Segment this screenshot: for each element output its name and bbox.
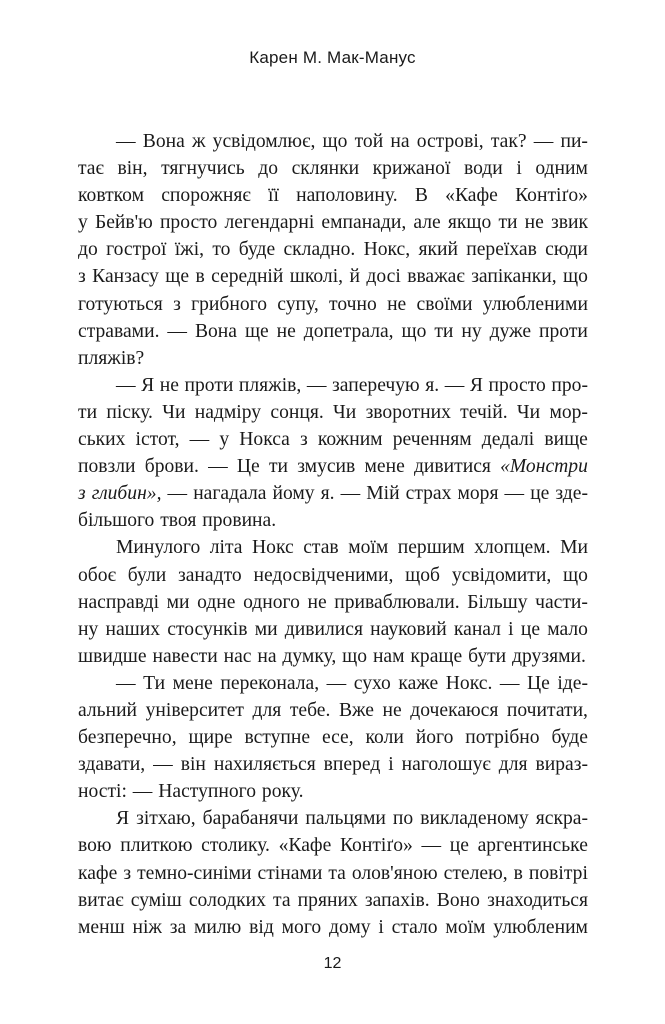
word: пи- <box>560 131 588 152</box>
word: з <box>123 862 132 884</box>
word: щоб <box>405 564 441 586</box>
word: його <box>415 727 454 749</box>
word: на <box>257 645 277 667</box>
word: це <box>520 618 541 640</box>
word: запахів. <box>364 889 430 911</box>
word: що <box>322 131 348 152</box>
word: стравами. <box>78 320 160 342</box>
word: Чи <box>333 401 357 423</box>
word: літа <box>209 537 243 559</box>
word: — <box>153 754 173 776</box>
word: дочекаюся <box>410 699 499 721</box>
word: стінами <box>257 862 323 884</box>
text-line <box>78 832 588 859</box>
word: дому <box>328 916 371 938</box>
word: Вже <box>338 699 374 721</box>
word: — <box>116 672 136 694</box>
word: стелею, <box>443 862 508 884</box>
word: просто <box>488 374 546 396</box>
word: йому <box>272 483 315 505</box>
word: досі <box>366 266 401 288</box>
word: до <box>78 239 98 261</box>
word: зітхаю, <box>136 808 196 830</box>
word: Я <box>116 808 130 830</box>
word: проти <box>539 320 588 342</box>
text-line <box>78 643 588 670</box>
word: дивитися <box>413 456 491 478</box>
word: «Монстри <box>500 456 588 478</box>
word: ти <box>434 320 454 342</box>
text-line <box>78 453 588 480</box>
word: тягнучись <box>161 158 245 180</box>
word: плиткою <box>120 835 193 857</box>
text-line <box>78 480 588 507</box>
word: готуються <box>78 293 163 315</box>
word: став <box>303 537 339 559</box>
word: але <box>413 212 441 234</box>
word: недосвідченими, <box>253 564 394 586</box>
word: якщо <box>447 212 492 234</box>
word: наших <box>105 618 161 640</box>
word: «Кафе <box>445 185 498 207</box>
word: Це <box>526 672 550 694</box>
word: не <box>387 293 407 315</box>
word: ще <box>244 320 269 342</box>
word: до <box>258 158 279 180</box>
word: мало <box>547 618 588 640</box>
word: той <box>354 131 384 152</box>
word: в <box>195 266 205 288</box>
word: Контіґо» <box>515 185 588 207</box>
word: мого <box>281 916 322 938</box>
text-line <box>78 318 588 345</box>
word: суміш <box>130 889 182 911</box>
word: — <box>533 131 554 152</box>
word: течій. <box>460 401 508 423</box>
word: й <box>349 266 360 288</box>
word: Нокс <box>252 537 294 559</box>
word: по <box>392 808 414 830</box>
word: менш <box>78 916 125 938</box>
text-line <box>78 697 588 724</box>
word: нас <box>223 645 252 667</box>
word: пляжів, <box>238 374 302 396</box>
word: — <box>340 483 361 505</box>
text-line <box>78 209 588 236</box>
text-line <box>78 805 588 832</box>
word: — <box>167 483 188 505</box>
text-line <box>78 128 588 155</box>
word: пальцями <box>305 808 386 830</box>
word: Нокса <box>239 429 290 451</box>
word: — <box>132 781 153 803</box>
word: та <box>328 862 346 884</box>
word: швидше <box>78 645 147 667</box>
word: і <box>378 916 384 938</box>
word: ну <box>78 618 99 640</box>
word: части- <box>535 591 588 613</box>
word: то <box>212 239 231 261</box>
word: Більшу <box>467 591 528 613</box>
word: приваблювали. <box>334 591 460 613</box>
text-line <box>78 291 588 318</box>
word: ну <box>461 320 482 342</box>
word: обоє <box>78 564 116 586</box>
word: це <box>449 835 469 857</box>
word: почитати, <box>506 699 588 721</box>
word: олов'яною <box>351 862 438 884</box>
word: Це <box>236 456 260 478</box>
word: здавати, <box>78 754 146 776</box>
word: Нокс. <box>445 672 493 694</box>
page-number: 12 <box>323 955 342 972</box>
word: нам <box>372 645 405 667</box>
word: пляжів? <box>78 347 145 369</box>
word: грибного <box>191 293 268 315</box>
word: нахиляється <box>213 754 316 776</box>
word: Ти <box>143 672 166 694</box>
word: він <box>180 754 206 776</box>
word: спорожняє <box>161 185 251 207</box>
word: щире <box>188 727 233 749</box>
word: він, <box>117 158 148 180</box>
word: одного <box>243 591 300 613</box>
word: бути <box>468 645 507 667</box>
word: і <box>388 754 394 776</box>
word: дуже <box>489 320 532 342</box>
word: в <box>513 862 523 884</box>
word: одним <box>535 158 588 180</box>
word: столику. <box>201 835 270 857</box>
word: сухо <box>353 672 391 694</box>
word: проти <box>184 374 234 396</box>
word: одне <box>197 591 236 613</box>
word: потрібно <box>465 727 540 749</box>
word: вою <box>78 835 112 857</box>
word: не <box>307 591 327 613</box>
word: з <box>78 266 86 288</box>
word: навести <box>152 645 218 667</box>
word: Мій <box>366 483 400 505</box>
text-line <box>78 914 588 941</box>
word: тебе. <box>289 699 331 721</box>
word: звик <box>550 212 588 234</box>
word: яскра- <box>535 808 588 830</box>
word: викладеному <box>420 808 529 830</box>
word: улюбленими <box>482 293 588 315</box>
word: есе, <box>321 727 354 749</box>
word: допетрала, <box>303 320 394 342</box>
word: нагадала <box>193 483 267 505</box>
word: провина. <box>202 510 277 532</box>
word: ковтком <box>78 185 144 207</box>
word: зворотних <box>365 401 451 423</box>
word: Бейв'ю <box>94 212 153 234</box>
word: і <box>508 618 514 640</box>
word: — <box>189 429 210 451</box>
word: наполовину. <box>296 185 398 207</box>
word: переконала, <box>220 672 320 694</box>
text-line <box>78 751 588 778</box>
word: кафе <box>78 862 118 884</box>
word: для <box>252 699 282 721</box>
word: — <box>504 483 525 505</box>
word: з <box>299 429 308 451</box>
word: були <box>127 564 167 586</box>
word: про- <box>551 374 588 396</box>
word: канал <box>453 618 501 640</box>
word: коли <box>365 727 404 749</box>
body-text <box>78 128 588 941</box>
word: безперечно, <box>78 727 177 749</box>
word: я. <box>320 483 335 505</box>
word: каже <box>398 672 439 694</box>
word: що <box>563 266 588 288</box>
word: глибин», <box>91 483 162 505</box>
word: Канзасу <box>92 266 159 288</box>
word: пряних <box>297 889 358 911</box>
word: у <box>219 429 230 451</box>
word: — <box>421 835 442 857</box>
text-line <box>78 887 588 914</box>
word: науковий <box>370 618 447 640</box>
text-line <box>78 778 588 805</box>
word: року. <box>261 781 304 803</box>
word: моїм <box>445 916 486 938</box>
word: піску. <box>106 401 153 423</box>
word: просто <box>159 212 218 234</box>
word: ми <box>166 591 190 613</box>
running-title: Карен М. Мак-Манус <box>249 48 416 67</box>
word: усвідомлює, <box>212 131 316 152</box>
word: вважає <box>407 266 465 288</box>
word: повзли <box>78 456 136 478</box>
word: ти <box>78 401 98 423</box>
word: страх <box>405 483 452 505</box>
text-line <box>78 507 588 534</box>
word: з <box>78 483 86 505</box>
word: сонця. <box>270 401 324 423</box>
word: стало <box>391 916 438 938</box>
word: думку, <box>282 645 337 667</box>
word: на <box>390 131 410 152</box>
text-line <box>78 534 588 561</box>
word: ності: <box>78 781 127 803</box>
word: першим <box>397 537 465 559</box>
word: не <box>276 320 296 342</box>
word: Нокс, <box>363 239 411 261</box>
text-line <box>78 263 588 290</box>
word: острові, <box>416 131 484 152</box>
word: води <box>463 158 503 180</box>
word: я. <box>425 374 440 396</box>
word: Ми <box>560 537 588 559</box>
word: сюди <box>545 239 588 261</box>
word: «Кафе <box>278 835 332 857</box>
word: аргентинське <box>477 835 588 857</box>
word: мене <box>172 672 213 694</box>
word: емпанади, <box>321 212 407 234</box>
text-line <box>78 426 588 453</box>
word: знаходиться <box>487 889 588 911</box>
word: ських <box>78 429 126 451</box>
word: витає <box>78 889 124 911</box>
word: її <box>268 185 279 207</box>
word: тає <box>78 158 104 180</box>
text-line <box>78 399 588 426</box>
word: Наступного <box>158 781 257 803</box>
word: вище <box>544 429 588 451</box>
word: супу, <box>277 293 319 315</box>
word: — <box>326 672 347 694</box>
word: — <box>499 672 520 694</box>
word: іде- <box>557 672 588 694</box>
word: запіканки, <box>471 266 557 288</box>
word: мене <box>364 456 405 478</box>
word: за <box>169 916 187 938</box>
word: дедалі <box>481 429 535 451</box>
word: вперед <box>323 754 381 776</box>
text-line <box>78 345 588 372</box>
word: ніж <box>132 916 162 938</box>
word: Чи <box>162 401 186 423</box>
word: друзями. <box>512 645 586 667</box>
word: у <box>78 212 88 234</box>
word: Я <box>469 374 483 396</box>
word: який <box>418 239 458 261</box>
word: темно-синіми <box>137 862 252 884</box>
text-line <box>78 182 588 209</box>
text-line <box>78 562 588 589</box>
word: від <box>249 916 274 938</box>
word: для <box>498 754 528 776</box>
word: переїхав <box>466 239 537 261</box>
word: усвідомити, <box>451 564 552 586</box>
word: — <box>167 320 187 342</box>
word: змусив <box>297 456 356 478</box>
word: реченням <box>392 429 472 451</box>
word: мор- <box>549 401 588 423</box>
text-line <box>78 236 588 263</box>
word: гострої <box>106 239 167 261</box>
word: та <box>273 889 291 911</box>
word: Контіґо» <box>339 835 413 857</box>
text-line <box>78 616 588 643</box>
word: милю <box>194 916 242 938</box>
word: що <box>401 320 427 342</box>
word: так? <box>490 131 527 152</box>
word: хлопцем. <box>474 537 551 559</box>
word: що <box>342 645 368 667</box>
text-line <box>78 670 588 697</box>
word: буде <box>238 239 276 261</box>
word: крижаної <box>372 158 451 180</box>
word: ти <box>498 212 518 234</box>
word: солодких <box>188 889 266 911</box>
word: Я <box>141 374 155 396</box>
word: краще <box>410 645 463 667</box>
word: своїми <box>416 293 473 315</box>
word: Вона <box>142 131 185 152</box>
word: ще <box>165 266 190 288</box>
word: Вона <box>194 320 237 342</box>
word: точно <box>329 293 377 315</box>
word: наголошує <box>401 754 491 776</box>
word: — <box>116 131 136 152</box>
word: альний <box>78 699 138 721</box>
word: легендарні <box>224 212 315 234</box>
word: ти <box>268 456 289 478</box>
word: буде <box>551 727 588 749</box>
word: з <box>173 293 181 315</box>
word: істот, <box>135 429 180 451</box>
word: середній <box>211 266 284 288</box>
word: Минулого <box>116 537 201 559</box>
word: В <box>414 185 428 207</box>
word: вступне <box>244 727 311 749</box>
text-line <box>78 860 588 887</box>
word: стосунків <box>167 618 248 640</box>
word: дивилися <box>284 618 363 640</box>
word: кожним <box>317 429 383 451</box>
word: не <box>524 212 544 234</box>
word: їжі, <box>174 239 205 261</box>
word: ми <box>254 618 278 640</box>
text-line <box>78 724 588 751</box>
word: повітрі <box>528 862 588 884</box>
word: більшого <box>78 510 155 532</box>
word: ж <box>191 131 206 152</box>
word: — <box>208 456 228 478</box>
word: і <box>516 158 522 180</box>
word: улюбленим <box>493 916 588 938</box>
word: не <box>159 374 179 396</box>
word: це <box>530 483 550 505</box>
word: — <box>306 374 327 396</box>
word: брови. <box>144 456 199 478</box>
word: Воно <box>436 889 480 911</box>
word: — <box>116 374 136 396</box>
word: складно. <box>283 239 356 261</box>
word: склянки <box>291 158 360 180</box>
word: занадто <box>178 564 242 586</box>
word: що <box>563 564 588 586</box>
word: зде- <box>555 483 588 505</box>
word: насправді <box>78 591 160 613</box>
word: моїм <box>348 537 389 559</box>
word: вираз- <box>535 754 588 776</box>
word: університет <box>145 699 244 721</box>
text-line <box>78 589 588 616</box>
word: — <box>444 374 465 396</box>
word: заперечую <box>332 374 420 396</box>
word: не <box>382 699 402 721</box>
word: твоя <box>160 510 197 532</box>
word: школі, <box>289 266 344 288</box>
word: Чи <box>516 401 541 423</box>
word: барабанячи <box>202 808 299 830</box>
word: моря <box>457 483 499 505</box>
text-line <box>78 155 588 182</box>
text-line <box>78 372 588 399</box>
word: надміру <box>194 401 262 423</box>
